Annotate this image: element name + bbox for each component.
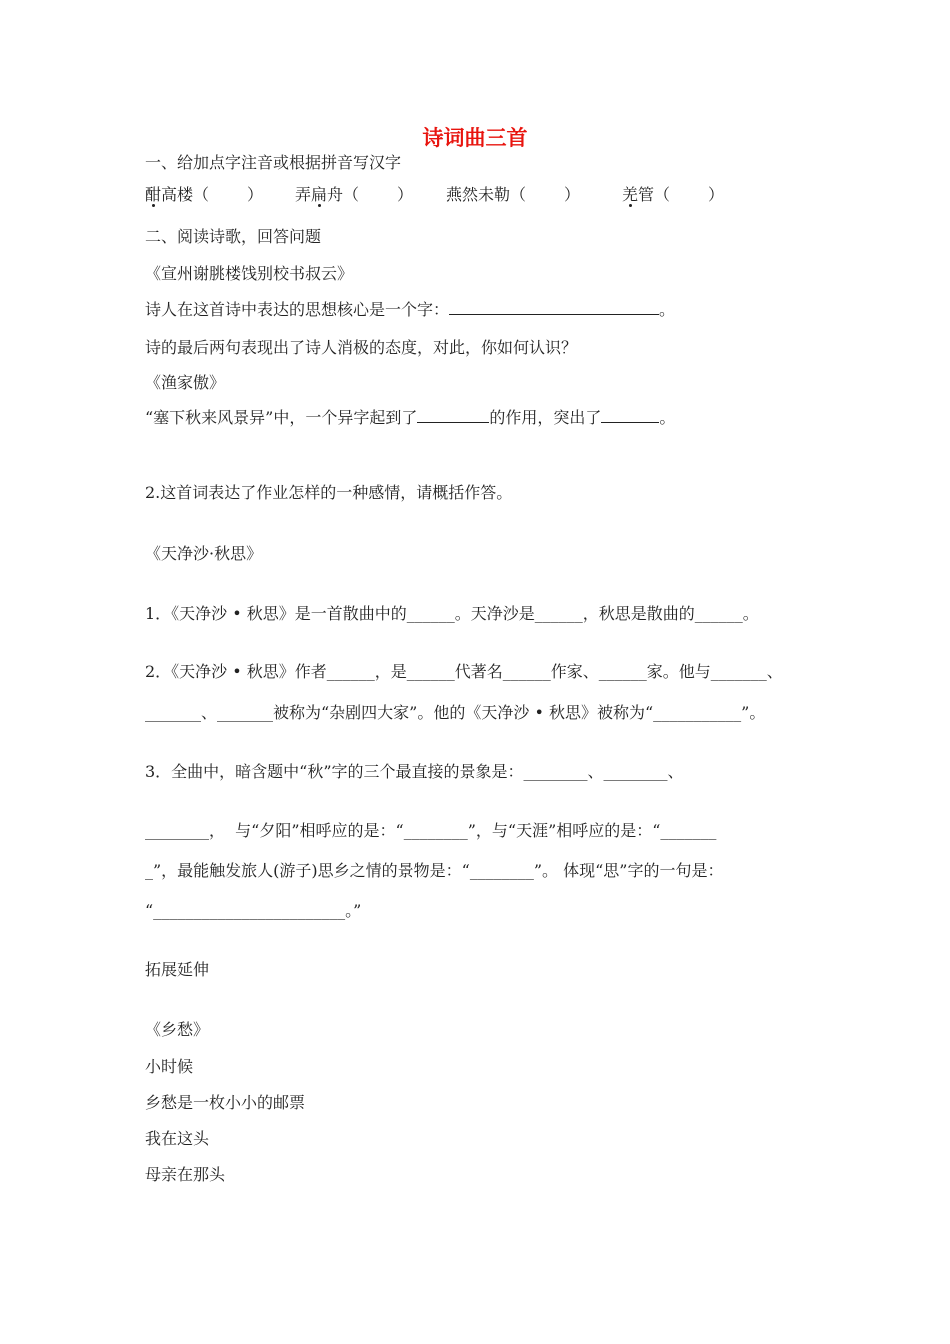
item-text: 弄 xyxy=(295,185,312,204)
item-text: 高楼（ xyxy=(161,185,210,204)
question-text: 诗人在这首诗中表达的思想核心是一个字： xyxy=(145,300,450,319)
question-3 xyxy=(145,407,675,429)
pinyin-item-3 xyxy=(446,184,580,206)
dotted-char: 酣 xyxy=(145,185,162,204)
poem3-title: 《天净沙·秋思》 xyxy=(145,544,263,563)
poem-line: 小时候 xyxy=(145,1057,194,1076)
item-text: 燕然未勒（ xyxy=(446,185,527,204)
extension-poem-title: 《乡愁》 xyxy=(145,1020,210,1039)
question-6-line-1: 2．《天净沙 • 秋思》作者______，是______代著名______作家、______家。他与_______、 xyxy=(145,662,783,681)
poem-line: 我在这头 xyxy=(145,1129,210,1148)
question-7-line-3: _”，最能触发旅人(游子)思乡之情的景物是：“________”。 体现“思”字的一句是： xyxy=(145,861,724,880)
item-close: ） xyxy=(397,185,414,204)
question-7-line-4: “________________________。” xyxy=(145,901,362,920)
answer-blank[interactable] xyxy=(601,408,659,423)
pinyin-item-2 xyxy=(295,184,413,206)
answer-blank[interactable] xyxy=(449,300,659,315)
question-4: 2.这首词表达了作业怎样的一种感情，请概括作答。 xyxy=(145,483,513,502)
section1-heading: 一、给加点字注音或根据拼音写汉字 xyxy=(145,153,402,172)
item-close: ） xyxy=(564,185,581,204)
question-text: “塞下秋来风景异”中，一个异字起到了 xyxy=(145,408,418,427)
question-2: 诗的最后两句表现出了诗人消极的态度，对此，你如何认识？ xyxy=(145,338,578,357)
item-text: 管（ xyxy=(638,185,671,204)
poem1-title: 《宣州谢朓楼饯别校书叔云》 xyxy=(145,264,354,283)
poem-line: 乡愁是一枚小小的邮票 xyxy=(145,1093,306,1112)
question-end: 。 xyxy=(659,300,676,319)
poem-line: 母亲在那头 xyxy=(145,1165,226,1184)
poem2-title: 《渔家傲》 xyxy=(145,373,226,392)
question-7-line-1: 3．全曲中，暗含题中“秋”字的三个最直接的景象是：________、________、 xyxy=(145,762,684,781)
section2-heading: 二、阅读诗歌，回答问题 xyxy=(145,227,322,246)
answer-blank[interactable] xyxy=(417,408,489,423)
pinyin-items-row xyxy=(145,184,845,208)
pinyin-item-4 xyxy=(622,184,724,206)
page-title: 诗词曲三首 xyxy=(422,125,528,150)
question-5: 1．《天净沙 • 秋思》是一首散曲中的______。天净沙是______，秋思是散曲的______。 xyxy=(145,604,759,623)
pinyin-item-1 xyxy=(145,184,263,206)
question-1 xyxy=(145,299,675,321)
question-7-line-2: ________， 与“夕阳”相呼应的是：“________”，与“天涯”相呼应的是：“_______ xyxy=(145,821,717,840)
item-close: ） xyxy=(247,185,264,204)
dotted-char: 羌 xyxy=(622,185,639,204)
item-close: ） xyxy=(708,185,725,204)
dotted-char: 扁 xyxy=(311,185,328,204)
question-text: 的作用，突出了 xyxy=(489,408,602,427)
question-end: 。 xyxy=(659,408,676,427)
extension-heading: 拓展延伸 xyxy=(145,960,210,979)
question-6-line-2: _______、_______被称为“杂剧四大家”。他的《天净沙 • 秋思》被称为“___________”。 xyxy=(145,703,766,722)
item-text: 舟（ xyxy=(327,185,360,204)
